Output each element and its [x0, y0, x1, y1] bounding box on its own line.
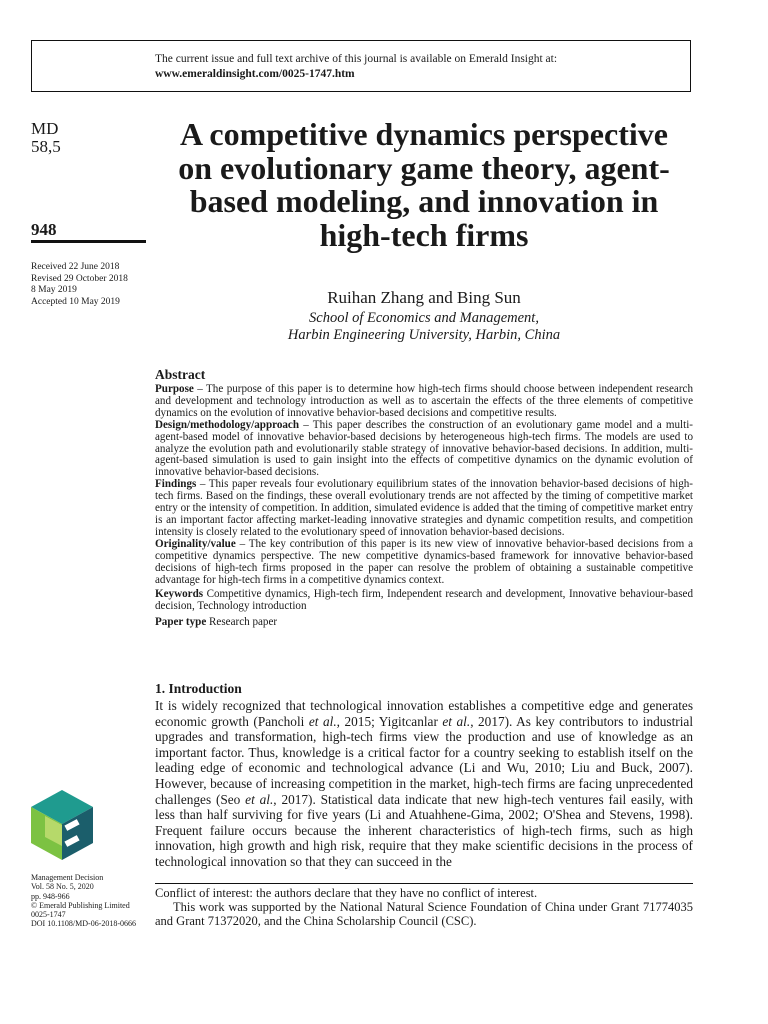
paper-type-label: Paper type — [155, 616, 207, 629]
pub-volume: Vol. 58 No. 5, 2020 — [31, 882, 94, 892]
affiliation — [155, 310, 693, 344]
emerald-logo-icon — [31, 790, 93, 860]
purpose-text: – The purpose of this paper is to determine how high-tech firms should choose between independent research and development and technology introduction as well as to ascertain the effects of the three elements of competitive dynamics on the evolution of innovative behavior-based decisions and competitive results. — [155, 383, 693, 419]
findings-text: – This paper reveals four evolutionary equilibrium states of the innovation behavior-based decisions of high-tech firms. Based on the findings, these overall evolutionary trends are not affected by the timing of competitive market entry or the intensity of competition. In addition, simulated evidence is added that the timing of competitive market entry is an important factor affecting market-leading innovative strategies and dynamic competition results, and competition intensity is closely related to the evolutionary speed of innovation behavior-based decisions. — [155, 478, 693, 538]
abstract-heading: Abstract — [155, 367, 206, 382]
keywords-label: Keywords — [155, 588, 204, 601]
conflict-of-interest: Conflict of interest: the authors declare that they have no conflict of interest. — [155, 886, 538, 900]
et-al-3: et al. — [245, 791, 274, 807]
pub-pages: pp. 948-966 — [31, 891, 70, 901]
et-al-1: et al. — [308, 713, 337, 729]
keywords — [155, 589, 693, 613]
introduction-section — [155, 681, 693, 870]
footnotes — [155, 887, 693, 928]
abstract-findings — [155, 479, 693, 539]
authors: Ruihan Zhang and Bing Sun — [327, 288, 521, 307]
intro-text-2: , 2015; Yigitcanlar — [336, 713, 443, 729]
design-text: – This paper describes the construction of an evolutionary game model and a multi-agent-based model of innovative behavior-based decisions by heterogeneous high-tech firms. The models are used to analyze the evolution path and evolutionarily stable strategy of innovative behavior-based decisions. In addition, multi-agent-based simulation is used to gain insight into the effects of competitive dynamics on the dynamic evolution of innovative behavior-based decisions. — [155, 418, 693, 479]
affiliation-line-2: Harbin Engineering University, Harbin, China — [287, 327, 561, 343]
intro-text-4: , 2017). Statistical data indicate that new high-tech ventures fail easily, with less than half surviving for five years (Li and Atuahhene-Gima, 2002; O'Shea and Stevens, 1998). Frequent failure occurs because the inherent characteristics of high-tech firms, such as high innovation, high growth and high risk, require that they make scientific decisions in the process of technological innovation so that they can succeed in the — [155, 791, 693, 869]
date-accepted: Accepted 10 May 2019 — [31, 296, 120, 307]
journal-code — [31, 120, 147, 156]
abstract-purpose — [155, 384, 693, 420]
introduction-paragraph — [155, 698, 693, 870]
pub-journal: Management Decision — [31, 873, 104, 882]
article-dates — [31, 262, 147, 308]
paper-title: A competitive dynamics perspective on evolutionary game theory, agent-based modeling, and innovation in high-tech firms — [178, 116, 670, 253]
paper-type-text: Research paper — [206, 616, 278, 629]
abstract — [155, 367, 693, 629]
paper-type — [155, 617, 693, 629]
pub-copyright: © Emerald Publishing Limited — [31, 900, 130, 910]
et-al-2: et al. — [442, 713, 471, 729]
abstract-design — [155, 420, 693, 480]
notice-text: The current issue and full text archive of this journal is available on Emerald Insight at: — [155, 53, 558, 65]
pub-doi: DOI 10.1108/MD-06-2018-0666 — [31, 919, 137, 929]
date-received: Received 22 June 2018 — [31, 262, 120, 272]
introduction-heading: 1. Introduction — [155, 681, 242, 696]
page-number-rule — [31, 240, 146, 243]
intro-text-1: It is widely recognized that technological innovation establishes a competitive edge and generates economic growth (Pancholi — [155, 698, 693, 729]
journal-access-notice — [31, 40, 691, 92]
pub-issn: 0025-1747 — [31, 910, 66, 920]
journal-abbrev: MD — [31, 119, 59, 138]
purpose-label: Purpose — [155, 383, 194, 395]
originality-text: – The key contribution of this paper is its new view of innovative behavior-based decisions from a competitive dynamics perspective. The new competitive dynamics-based framework for innovative behavior-based decisions of high-tech firms proposed in the paper can resolve the problem of obtaining a sustainable competitive advantage for high-tech firms in a competitive dynamics context. — [155, 537, 693, 586]
journal-url-link[interactable]: www.emeraldinsight.com/0025-1747.htm — [155, 68, 355, 80]
volume-issue: 58,5 — [31, 137, 61, 156]
keywords-text: Competitive dynamics, High-tech firm, Independent research and development, Innovative behaviour-based decision, Technology introduction — [155, 588, 693, 613]
date-revised-2: 8 May 2019 — [31, 285, 77, 295]
originality-label: Originality/value — [155, 537, 236, 550]
findings-label: Findings — [155, 478, 197, 491]
funding-statement: This work was supported by the National Natural Science Foundation of China under Grant 71774035 and Grant 71372020, and the China Scholarship Council (CSC). — [155, 899, 693, 928]
abstract-originality — [155, 539, 693, 587]
footnote-rule — [155, 883, 693, 884]
design-label: Design/methodology/approach — [155, 418, 300, 431]
publication-info — [31, 873, 147, 929]
intro-text-3: , 2017). As key contributors to industrial upgrades and transformation, high-tech firms view the production and use of knowledge as an important factor. Thus, knowledge is a critical factor for a country seeking to establish itself on the leading edge of economic and technological advance (Li and Wu, 2010; Liu and Buck, 2007). However, because of increasing competition in the market, high-tech firms are facing unprecedented challenges (Seo — [155, 713, 694, 807]
page-number: 948 — [31, 220, 57, 239]
date-revised: Revised 29 October 2018 — [31, 273, 128, 284]
affiliation-line-1: School of Economics and Management, — [309, 310, 539, 326]
